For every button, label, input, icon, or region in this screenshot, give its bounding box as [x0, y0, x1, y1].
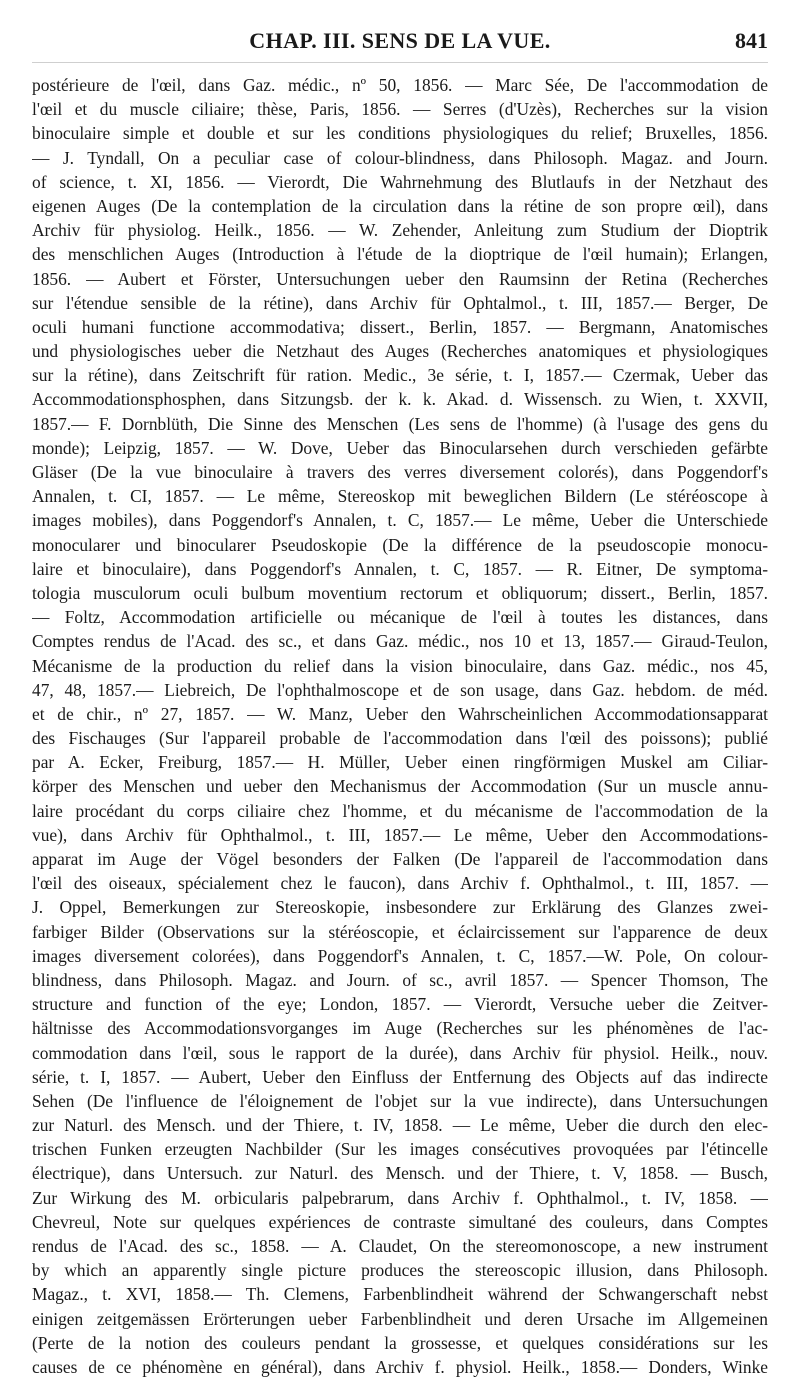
text-line: Accommodationsphosphen, dans Sitzungsb. der k. k. Akad. d. Wissensch. zu Wien, t. XXVII,: [32, 389, 768, 410]
text-line: binoculaire simple et double et sur les conditions physiologiques du relief; Bruxelles, 1856.: [32, 123, 768, 144]
text-line: structure and function of the eye; London, 1857. — Vierordt, Versuche ueber die Zeitver-: [32, 994, 768, 1015]
text-line: Zur Wirkung des M. orbicularis palpebrarum, dans Archiv f. Ophthalmol., t. IV, 1858. —: [32, 1187, 768, 1208]
text-line: Magaz., t. XVI, 1858.— Th. Clemens, Farbenblindheit während der Schwangerschaft nebst: [32, 1284, 768, 1305]
text-line: 47, 48, 1857.— Liebreich, De l'ophthalmoscope et de son usage, dans Gaz. hebdom. de méd.: [32, 679, 768, 700]
text-line: hältnisse des Accommodationsvorganges im Auge (Recherches sur les phénomènes de l'ac-: [32, 1018, 768, 1039]
text-line: sur l'étendue sensible de la rétine), dans Archiv für Ophtalmol., t. III, 1857.— Berger, De: [32, 292, 768, 313]
text-line: Comptes rendus de l'Acad. des sc., et dans Gaz. médic., nos 10 et 13, 1857.— Giraud-Teulon,: [32, 631, 768, 652]
text-line: 1857.— F. Dornblüth, Die Sinne des Menschen (Les sens de l'homme) (à l'usage des gens du: [32, 413, 768, 434]
text-line: l'œil et du muscle ciliaire; thèse, Paris, 1856. — Serres (d'Uzès), Recherches sur la vision: [32, 99, 768, 120]
text-line: einigen zeitgemässen Erörterungen ueber Farbenblindheit und deren Ursache im Allgemeinen: [32, 1308, 768, 1329]
text-line: Chevreul, Note sur quelques expériences de contraste simultané des couleurs, dans Comptes: [32, 1211, 768, 1232]
text-line: — J. Tyndall, On a peculiar case of colour-blindness, dans Philosoph. Magaz. and Journ.: [32, 147, 768, 168]
text-line: of science, t. XI, 1856. — Vierordt, Die Wahrnehmung des Blutlaufs in der Netzhaut des: [32, 171, 768, 192]
text-line: série, t. I, 1857. — Aubert, Ueber den Einfluss der Entfernung des Objects auf das indirecte: [32, 1066, 768, 1087]
running-head: [32, 28, 768, 63]
text-line: rendus de l'Acad. des sc., 1858. — A. Claudet, On the stereomonoscope, a new instrument: [32, 1236, 768, 1256]
text-line: causes de ce phénomène en général), dans Archiv f. physiol. Heilk., 1858.— Donders, Winke: [32, 1356, 768, 1377]
text-line: J. Oppel, Bemerkungen zur Stereoskopie, insbesondere zur Erklärung des Glanzes zwei-: [32, 897, 768, 918]
text-line: laire et binoculaire), dans Poggendorf's Annalen, t. C, 1857. — R. Eitner, De symptoma-: [32, 558, 768, 579]
text-line: par A. Ecker, Freiburg, 1857.— H. Müller, Ueber einen ringförmigen Muskel am Ciliar-: [32, 752, 768, 773]
text-line: Mécanisme de la production du relief dans la vision binoculaire, dans Gaz. médic., nos 45,: [32, 655, 768, 676]
text-line: commodation dans l'œil, sous le rapport de la durée), dans Archiv für physiol. Heilk., nouv.: [32, 1042, 768, 1063]
text-line: images diversement colorées), dans Poggendorf's Annalen, t. C, 1857.—W. Pole, On colour-: [32, 945, 768, 966]
bibliography-text: [32, 73, 768, 1379]
text-line: Gläser (De la vue binoculaire à travers des verres diversement colorés), dans Poggendorf's: [32, 462, 768, 482]
text-line: électrique), dans Untersuch. zur Naturl. des Mensch. und der Thiere, t. V, 1858. — Busch,: [32, 1163, 768, 1184]
text-line: tologia musculorum oculi bulbum moventium rectorum et obliquorum; dissert., Berlin, 1857.: [32, 582, 768, 603]
chapter-title: CHAP. III. SENS DE LA VUE.: [249, 28, 551, 53]
text-line: körper des Menschen und ueber den Mechanismus der Accommodation (Sur un muscle annu-: [32, 776, 768, 797]
text-line: monocularer und binocularer Pseudoskopie (De la différence de la pseudoscopie monocu-: [32, 534, 768, 555]
text-line: et de chir., nº 27, 1857. — W. Manz, Ueber den Wahrscheinlichen Accommodationsapparat: [32, 703, 768, 724]
text-line: by which an apparently single picture produces the stereoscopic illusion, dans Philosoph.: [32, 1260, 768, 1281]
text-line: l'œil des oiseaux, spécialement chez le faucon), dans Archiv f. Ophthalmol., t. III, 1857. —: [32, 873, 768, 894]
text-line: sur la rétine), dans Zeitschrift für ration. Medic., 3e série, t. I, 1857.— Czermak, Ueber das: [32, 365, 768, 386]
text-line: laire procédant du corps ciliaire chez l'homme, et du mécanisme de l'accommodation de la: [32, 800, 768, 821]
text-line: Annalen, t. CI, 1857. — Le même, Stereoskop mit beweglichen Bildern (Le stéréoscope à: [32, 486, 768, 507]
text-line: oculi humani functione accommodativa; dissert., Berlin, 1857. — Bergmann, Anatomisches: [32, 316, 768, 337]
page-number: 841: [735, 28, 768, 53]
text-line: zur Naturl. des Mensch. und der Thiere, t. IV, 1858. — Le même, Ueber die durch den elec-: [32, 1115, 768, 1136]
text-line: 1856. — Aubert et Förster, Untersuchungen ueber den Raumsinn der Retina (Recherches: [32, 268, 768, 289]
text-line: monde); Leipzig, 1857. — W. Dove, Ueber das Binocularsehen durch verschieden gefärbte: [32, 437, 768, 458]
text-line: blindness, dans Philosoph. Magaz. and Journ. of sc., avril 1857. — Spencer Thomson, The: [32, 969, 768, 990]
text-line: Archiv für physiolog. Heilk., 1856. — W. Zehender, Anleitung zum Studium der Dioptrik: [32, 220, 768, 241]
text-line: des Fischauges (Sur l'appareil probable de l'accommodation dans l'œil des poissons); publié: [32, 728, 768, 749]
text-line: postérieure de l'œil, dans Gaz. médic., nº 50, 1856. — Marc Sée, De l'accommodation de: [32, 75, 768, 95]
text-line: vue), dans Archiv für Ophthalmol., t. III, 1857.— Le même, Ueber den Accommodations-: [32, 824, 768, 845]
text-line: images mobiles), dans Poggendorf's Annalen, t. C, 1857.— Le même, Ueber die Unterschiede: [32, 510, 768, 531]
text-line: trischen Funken erzeugten Nachbilder (Sur les images consécutives provoquées par l'étincelle: [32, 1139, 768, 1160]
text-line: Sehen (De l'influence de l'éloignement de l'objet sur la vue indirecte), dans Untersuchungen: [32, 1090, 768, 1111]
text-line: und physiologisches ueber die Netzhaut des Auges (Recherches anatomiques et physiologiques: [32, 341, 768, 362]
text-line: — Foltz, Accommodation artificielle ou mécanique de l'œil à toutes les distances, dans: [32, 607, 768, 628]
text-line: (Perte de la notion des couleurs pendant la grossesse, et quelques considérations sur les: [32, 1332, 768, 1353]
text-line: apparat im Auge der Vögel besonders der Falken (De l'appareil de l'accommodation dans: [32, 849, 768, 869]
text-line: eigenen Auges (De la contemplation de la circulation dans la rétine de son propre œil), dans: [32, 195, 768, 216]
text-line: farbiger Bilder (Observations sur la stéréoscopie, et éclaircissement sur l'apparence de deux: [32, 921, 768, 942]
text-line: des menschlichen Auges (Introduction à l'étude de la dioptrique de l'œil humain); Erlangen,: [32, 244, 768, 265]
